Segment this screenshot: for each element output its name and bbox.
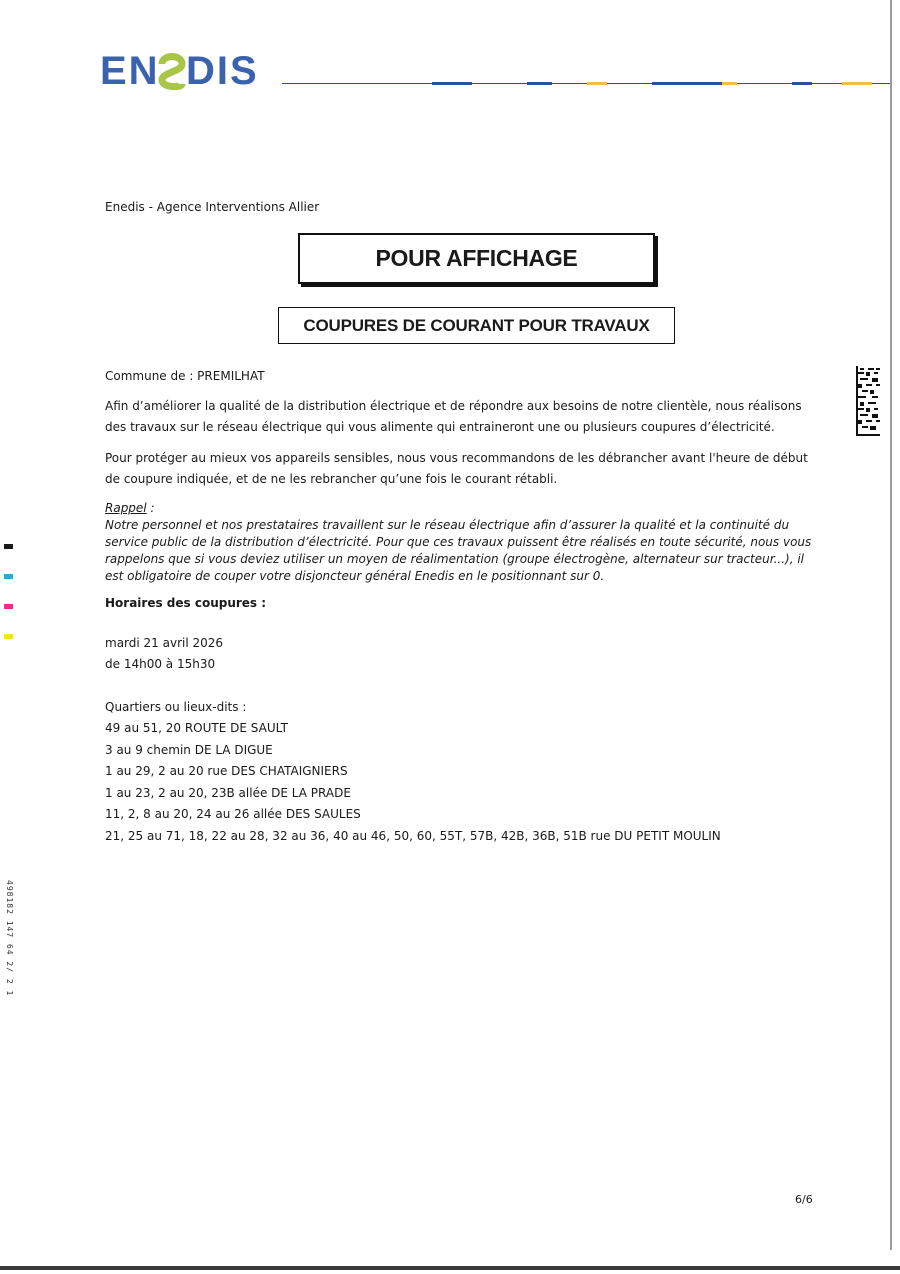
- schedule-title: Horaires des coupures :: [105, 596, 267, 610]
- rappel-title: Rappel: [105, 501, 147, 515]
- svg-text:EN: EN: [100, 50, 160, 92]
- poster-title: POUR AFFICHAGE: [298, 233, 655, 284]
- locations-title: Quartiers ou lieux-dits :: [105, 700, 247, 714]
- page-edge-bottom: [0, 1266, 900, 1270]
- cyan-mark: [4, 574, 13, 579]
- margin-code: 498182 147 64 2/ 2 1: [5, 880, 14, 997]
- list-item: 49 au 51, 20 ROUTE DE SAULT: [105, 721, 288, 735]
- page-number: 6/6: [795, 1193, 813, 1206]
- outage-date: mardi 21 avril 2026: [105, 636, 224, 650]
- magenta-mark: [4, 604, 13, 609]
- list-item: 1 au 23, 2 au 20, 23B allée DE LA PRADE: [105, 785, 351, 800]
- list-item: 1 au 29, 2 au 20 rue DES CHATAIGNIERS: [105, 764, 348, 778]
- list-item: 21, 25 au 71, 18, 22 au 28, 32 au 36, 40 au 46, 50, 60, 55T, 57B, 42B, 36B, 51B rue DU PETIT MOULIN: [105, 828, 721, 843]
- rappel-section: Rappel : Notre personnel et nos prestataires travaillent sur le réseau électrique afin d’assurer la qualité et la continuité du service public de la distribution d’électricité. Pour que ces travaux puissent être réalisés en toute sécurité, nous vous rappelons que si vous deviez utiliser un moyen de réalimentation (groupe électrogène, alternateur sur tracteur...), il est obligatoire de couper votre disjoncteur général Enedis en le positionnant sur 0.: [105, 500, 825, 585]
- list-item: 3 au 9 chemin DE LA DIGUE: [105, 742, 273, 757]
- outage-time: de 14h00 à 15h30: [105, 657, 216, 671]
- rappel-text: Notre personnel et nos prestataires travaillent sur le réseau électrique afin d’assurer la qualité et la continuité du service public de la distribution d’électricité. Pour que ces travaux puissent être réalisés en toute sécurité, nous vous rappelons que si vous deviez utiliser un moyen de réalimentation (groupe électrogène, alternateur sur tracteur...), il est obligatoire de couper votre disjoncteur général Enedis en le positionnant sur 0.: [105, 518, 812, 583]
- header-divider: [282, 82, 890, 85]
- notice-subtitle: COUPURES DE COURANT POUR TRAVAUX: [278, 307, 675, 344]
- page-edge: [890, 0, 892, 1250]
- locations-list: [105, 718, 825, 847]
- black-mark: [4, 544, 13, 549]
- enedis-logo: [100, 50, 270, 92]
- color-registration-marks: [4, 544, 13, 664]
- protection-paragraph: Pour protéger au mieux vos appareils sensibles, nous vous recommandons de les débrancher avant l'heure de début de coupure indiquée, et de ne les rebrancher qu’une fois le courant rétabli.: [105, 451, 808, 486]
- intro-paragraph: Afin d’améliorer la qualité de la distribution électrique et de répondre aux besoins de notre clientèle, nous réalisons des travaux sur le réseau électrique qui vous alimente qui entraineront une ou plusieurs coupures d’électricité.: [105, 399, 802, 434]
- agency-name: Enedis - Agence Interventions Allier: [105, 200, 320, 214]
- svg-text:DIS: DIS: [186, 50, 259, 92]
- commune: Commune de : PREMILHAT: [105, 369, 265, 383]
- datamatrix-code: [856, 366, 880, 436]
- yellow-mark: [4, 634, 13, 639]
- list-item: 11, 2, 8 au 20, 24 au 26 allée DES SAULES: [105, 807, 361, 821]
